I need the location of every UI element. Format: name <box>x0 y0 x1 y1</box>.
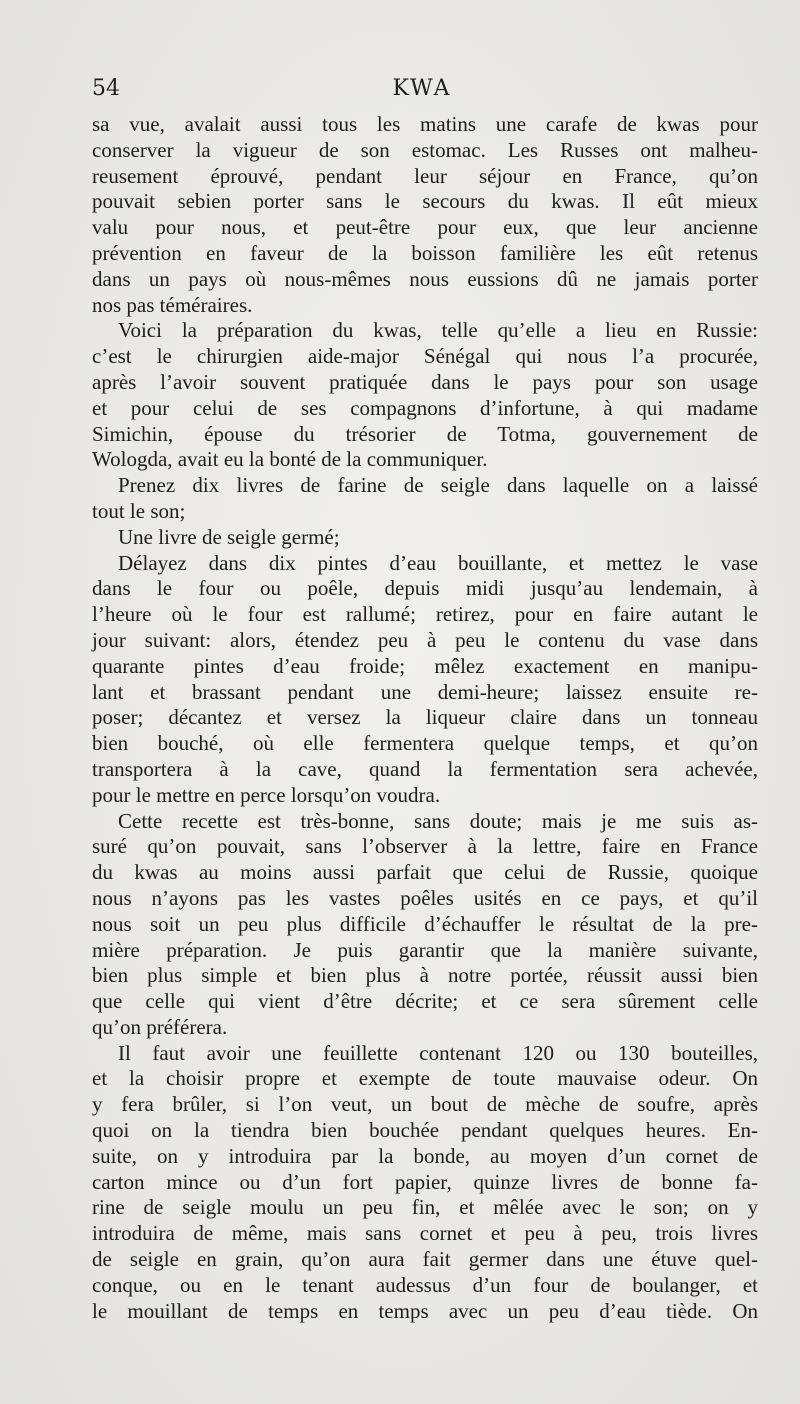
text-line: rine de seigle moulu un peu fin, et mêlée avec le son; on y <box>92 1195 758 1220</box>
running-head <box>92 76 752 106</box>
text-line: pouvait sebien porter sans le secours du kwas. Il eût mieux <box>92 189 758 214</box>
text-line: sa vue, avalait aussi tous les matins une carafe de kwas pour <box>92 112 758 136</box>
text-line: suré qu’on pouvait, sans l’observer à la lettre, faire en France <box>92 834 758 859</box>
text-line: après l’avoir souvent pratiquée dans le pays pour son usage <box>92 369 758 394</box>
text-line: Prenez dix livres de farine de seigle dans laquelle on a laissé <box>118 473 758 498</box>
text-line: conque, ou en le tenant audessus d’un four de boulanger, et <box>92 1272 758 1297</box>
running-title: KWA <box>392 76 452 101</box>
text-line: lant et brassant pendant une demi-heure; laissez ensuite re- <box>92 679 758 704</box>
text-line: qu’on préférera. <box>92 1014 228 1039</box>
text-line: tout le son; <box>92 498 186 523</box>
text-line: suite, on y introduira par la bonde, au moyen d’un cornet de <box>92 1143 758 1168</box>
text-line: poser; décantez et versez la liqueur claire dans un tonneau <box>92 705 758 730</box>
body-text <box>92 112 758 1324</box>
text-line: bien plus simple et bien plus à notre portée, réussit aussi bien <box>92 963 758 988</box>
text-line: pour le mettre en perce lorsqu’on voudra. <box>92 782 441 807</box>
text-line: jour suivant: alors, étendez peu à peu le contenu du vase dans <box>92 627 758 652</box>
text-line: et pour celui de ses compagnons d’infortune, à qui madame <box>92 395 758 420</box>
text-line: dans un pays où nous-mêmes nous eussions dû ne jamais porter <box>92 266 758 291</box>
text-line: nous n’ayons pas les vastes poêles usités en ce pays, et qu’il <box>92 885 758 910</box>
text-line: carton mince ou d’un fort papier, quinze livres de bonne fa- <box>92 1169 758 1194</box>
text-line: reusement éprouvé, pendant leur séjour en France, qu’on <box>92 163 758 188</box>
text-line: quoi on la tiendra bien bouchée pendant quelques heures. En- <box>92 1118 758 1143</box>
text-line: c’est le chirurgien aide-major Sénégal qui nous l’a procurée, <box>92 344 758 369</box>
text-line: introduira de même, mais sans cornet et peu à peu, trois livres <box>92 1221 758 1246</box>
text-line: de seigle en grain, qu’on aura fait germer dans une étuve quel- <box>92 1247 758 1272</box>
text-line: Wologda, avait eu la bonté de la communiquer. <box>92 447 488 472</box>
text-line: bien bouché, où elle fermentera quelque temps, et qu’on <box>92 731 758 756</box>
text-line: dans le four ou poêle, depuis midi jusqu’au lendemain, à <box>92 576 758 601</box>
page-number: 54 <box>92 76 120 101</box>
text-line: que celle qui vient d’être décrite; et ce sera sûrement celle <box>92 989 758 1014</box>
text-line: conserver la vigueur de son estomac. Les Russes ont malheu- <box>92 137 758 162</box>
text-line: valu pour nous, et peut-être pour eux, que leur ancienne <box>92 215 758 240</box>
text-line: du kwas au moins aussi parfait que celui de Russie, quoique <box>92 860 758 885</box>
text-line: y fera brûler, si l’on veut, un bout de mèche de soufre, après <box>92 1092 758 1117</box>
text-line: mière préparation. Je puis garantir que la manière suivante, <box>92 937 758 962</box>
text-line: l’heure où le four est rallumé; retirez, pour en faire autant le <box>92 602 758 627</box>
text-line: Simichin, épouse du trésorier de Totma, gouvernement de <box>92 421 758 446</box>
text-line: nous soit un peu plus difficile d’échauffer le résultat de la pre- <box>92 911 758 936</box>
text-line: nos pas téméraires. <box>92 292 253 317</box>
text-line: Il faut avoir une feuillette contenant 120 ou 130 bouteilles, <box>118 1040 758 1065</box>
text-line: Une livre de seigle germé; <box>118 524 340 549</box>
text-line: prévention en faveur de la boisson familière les eût retenus <box>92 240 758 265</box>
text-line: transportera à la cave, quand la fermentation sera achevée, <box>92 756 758 781</box>
text-line: quarante pintes d’eau froide; mêlez exactement en manipu- <box>92 653 758 678</box>
text-line: Délayez dans dix pintes d’eau bouillante, et mettez le vase <box>118 550 758 575</box>
text-line: le mouillant de temps en temps avec un peu d’eau tiède. On <box>92 1298 758 1323</box>
text-line: et la choisir propre et exempte de toute mauvaise odeur. On <box>92 1066 758 1091</box>
text-line: Voici la préparation du kwas, telle qu’elle a lieu en Russie: <box>118 318 758 343</box>
text-line: Cette recette est très-bonne, sans doute; mais je me suis as- <box>118 808 758 833</box>
